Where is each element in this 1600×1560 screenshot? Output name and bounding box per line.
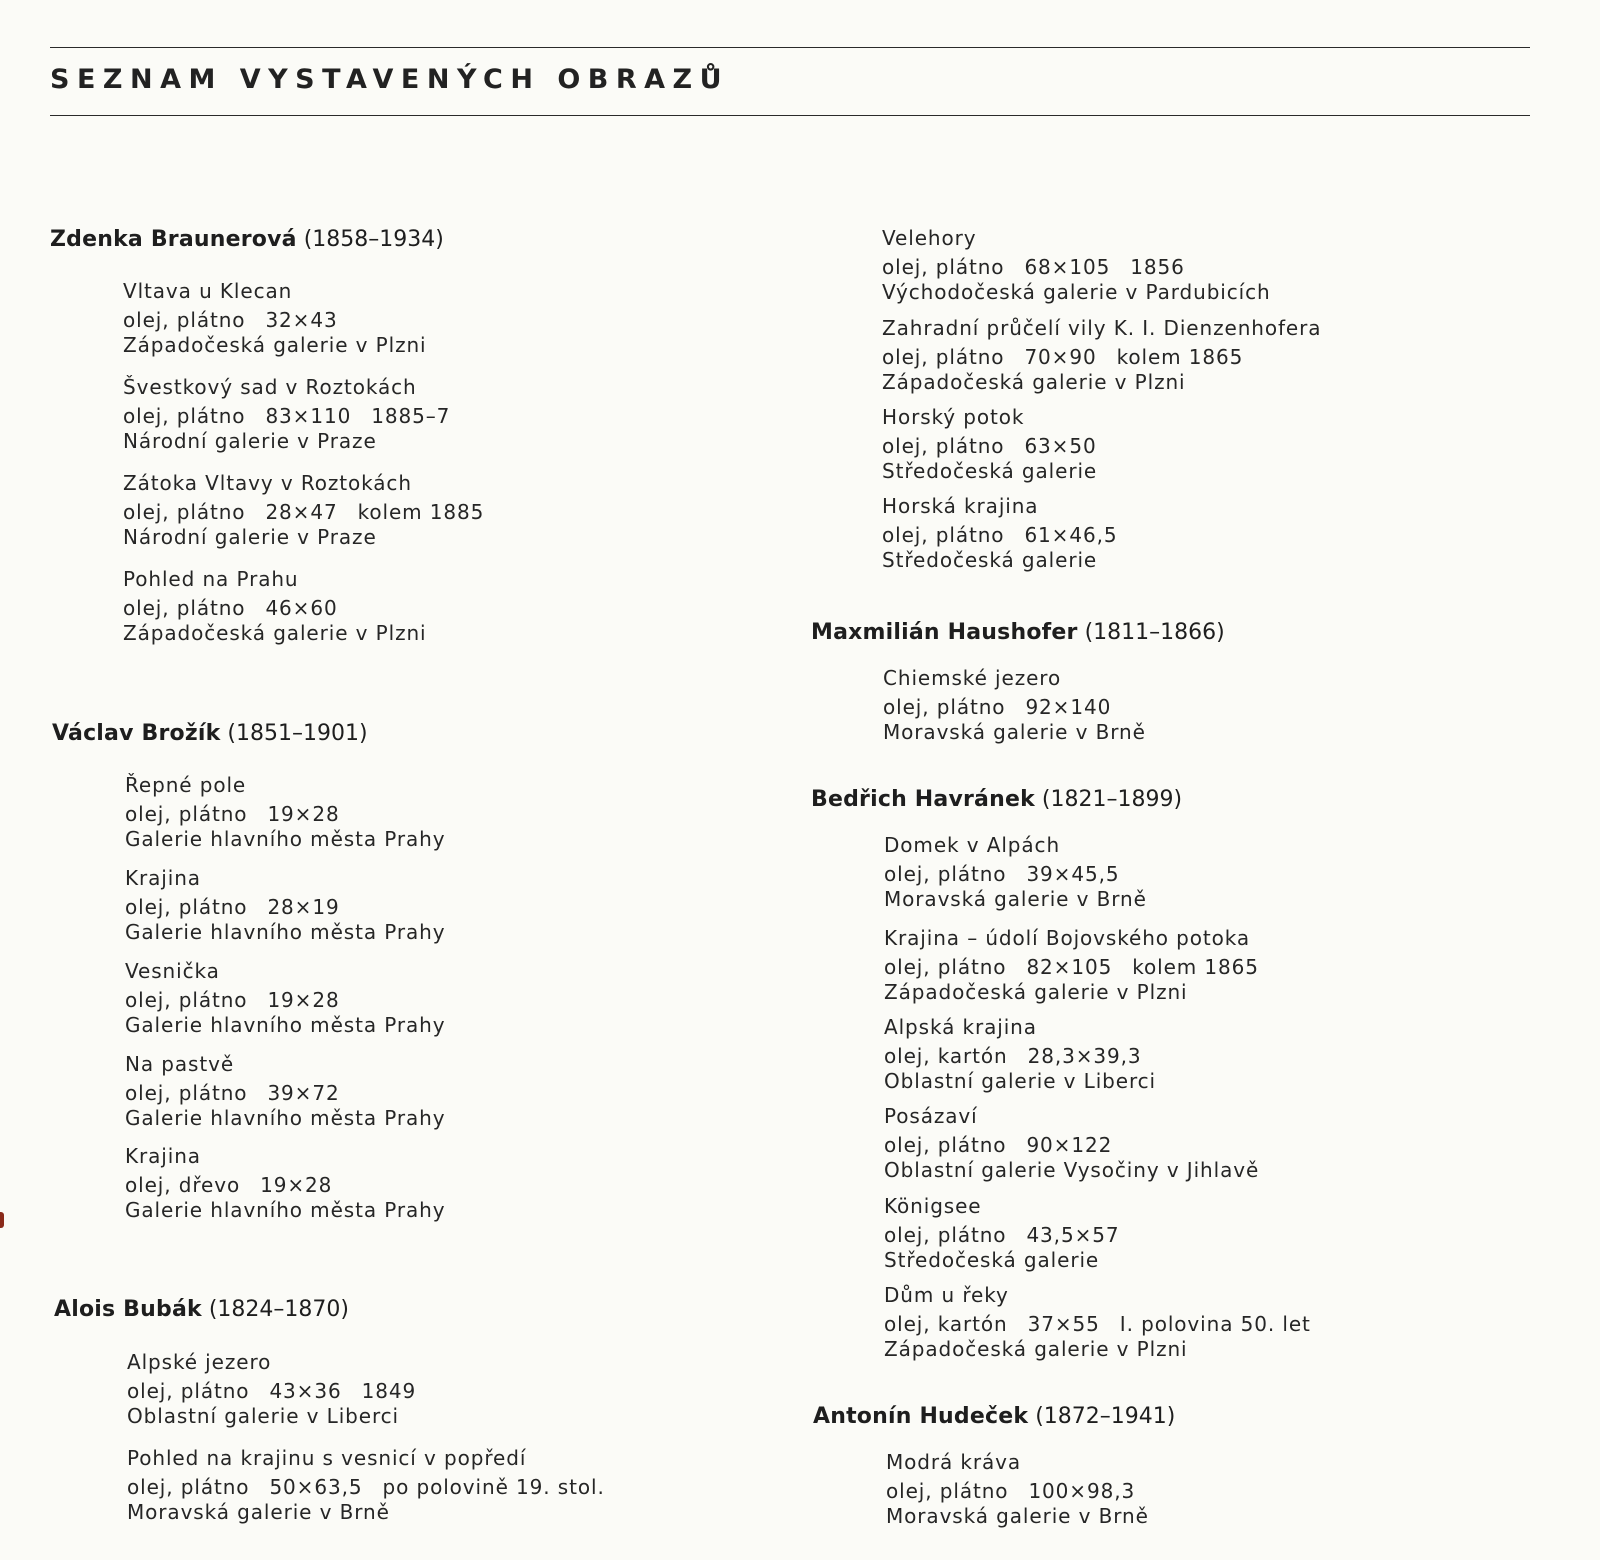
artwork-date: kolem 1865	[1116, 345, 1244, 369]
artwork-entry	[125, 1144, 445, 1223]
artwork-title: Horský potok	[882, 405, 1025, 429]
artwork-spec	[882, 523, 1117, 548]
bottom-rule	[50, 115, 1530, 116]
artwork-spec	[125, 895, 445, 920]
artwork-size: 68×105	[1024, 255, 1111, 279]
artwork-collection: Moravská galerie v Brně	[886, 1504, 1149, 1528]
artwork-size: 43,5×57	[1026, 1223, 1120, 1247]
artwork-title: Vesnička	[125, 959, 220, 983]
artwork-title: Krajina – údolí Bojovského potoka	[884, 926, 1251, 950]
artwork-title: Alpská krajina	[884, 1015, 1037, 1039]
artwork-entry	[884, 1194, 1119, 1273]
artwork-entry	[123, 375, 450, 454]
artwork-medium: olej, plátno	[125, 988, 248, 1012]
artwork-collection: Galerie hlavního města Prahy	[125, 827, 446, 851]
artwork-entry	[123, 471, 484, 550]
artwork-medium: olej, dřevo	[125, 1173, 241, 1197]
artwork-spec	[127, 1475, 605, 1500]
artwork-spec	[883, 695, 1146, 720]
artwork-collection: Západočeská galerie v Plzni	[123, 333, 427, 357]
artwork-entry	[884, 1104, 1259, 1183]
artwork-title: Velehory	[882, 226, 977, 250]
artwork-collection: Západočeská galerie v Plzni	[884, 980, 1188, 1004]
artwork-spec	[884, 1223, 1119, 1248]
artwork-collection: Středočeská galerie	[884, 1248, 1100, 1272]
artwork-size: 82×105	[1026, 955, 1113, 979]
artwork-title: Vltava u Klecan	[123, 279, 293, 303]
artwork-spec	[882, 434, 1097, 459]
artwork-title: Königsee	[884, 1194, 982, 1218]
artwork-title: Krajina	[125, 1144, 201, 1168]
artwork-entry	[884, 833, 1147, 912]
artwork-collection: Galerie hlavního města Prahy	[125, 1013, 446, 1037]
artwork-size: 83×110	[265, 404, 352, 428]
artwork-collection: Západočeská galerie v Plzni	[882, 370, 1186, 394]
artwork-spec	[884, 862, 1147, 887]
artist-heading	[813, 1404, 1175, 1430]
artwork-title: Posázaví	[884, 1104, 978, 1128]
artwork-medium: olej, plátno	[127, 1379, 250, 1403]
artist-name: Bedřich Havránek	[811, 787, 1035, 812]
artwork-medium: olej, plátno	[125, 895, 248, 919]
artwork-medium: olej, plátno	[882, 345, 1005, 369]
artwork-medium: olej, plátno	[127, 1475, 250, 1499]
artwork-medium: olej, plátno	[883, 695, 1006, 719]
artwork-size: 32×43	[265, 308, 338, 332]
artwork-entry	[882, 226, 1271, 305]
artwork-collection: Národní galerie v Praze	[123, 429, 377, 453]
artwork-medium: olej, plátno	[123, 308, 246, 332]
artwork-collection: Středočeská galerie	[882, 548, 1098, 572]
artist-dates: (1872–1941)	[1035, 1404, 1176, 1429]
artwork-entry	[882, 316, 1321, 395]
artist-name: Alois Bubák	[54, 1297, 202, 1322]
artwork-size: 63×50	[1024, 434, 1097, 458]
artist-heading	[811, 620, 1225, 646]
artwork-collection: Moravská galerie v Brně	[127, 1500, 390, 1524]
artwork-medium: olej, plátno	[125, 1081, 248, 1105]
artwork-date: 1885–7	[371, 404, 451, 428]
artwork-medium: olej, plátno	[884, 862, 1007, 886]
artwork-title: Horská krajina	[882, 494, 1039, 518]
artwork-title: Modrá kráva	[886, 1450, 1022, 1474]
artwork-size: 50×63,5	[269, 1475, 363, 1499]
artist-dates: (1824–1870)	[208, 1297, 349, 1322]
artwork-size: 39×72	[267, 1081, 340, 1105]
artwork-entry	[125, 959, 445, 1038]
artwork-size: 92×140	[1025, 695, 1112, 719]
artwork-medium: olej, plátno	[884, 1223, 1007, 1247]
artwork-spec	[125, 1081, 445, 1106]
artwork-collection: Galerie hlavního města Prahy	[125, 1106, 446, 1130]
artwork-title: Řepné pole	[125, 773, 247, 797]
artwork-title: Švestkový sad v Roztokách	[123, 375, 417, 399]
artwork-collection: Středočeská galerie	[882, 459, 1098, 483]
artist-heading	[50, 227, 444, 253]
artwork-collection: Moravská galerie v Brně	[884, 887, 1147, 911]
artwork-spec	[123, 404, 450, 429]
artwork-entry	[127, 1446, 605, 1525]
artwork-medium: olej, plátno	[123, 500, 246, 524]
artwork-entry	[884, 1015, 1156, 1094]
artwork-spec	[884, 955, 1259, 980]
artist-heading	[54, 1297, 349, 1323]
artwork-collection: Galerie hlavního města Prahy	[125, 920, 446, 944]
artwork-title: Chiemské jezero	[883, 666, 1062, 690]
page-title: SEZNAM VYSTAVENÝCH OBRAZŮ	[50, 64, 730, 95]
artwork-date: po polovině 19. stol.	[382, 1475, 605, 1499]
artwork-spec	[123, 596, 427, 621]
artwork-medium: olej, plátno	[884, 1133, 1007, 1157]
artist-heading	[811, 787, 1182, 813]
artwork-size: 28×19	[267, 895, 340, 919]
artwork-spec	[125, 988, 445, 1013]
artwork-medium: olej, plátno	[882, 434, 1005, 458]
artwork-size: 19×28	[267, 988, 340, 1012]
artwork-medium: olej, plátno	[123, 596, 246, 620]
artwork-entry	[882, 405, 1097, 484]
artwork-spec	[884, 1044, 1156, 1069]
artwork-size: 43×36	[269, 1379, 342, 1403]
artist-dates: (1858–1934)	[303, 227, 444, 252]
artwork-size: 19×28	[267, 802, 340, 826]
artwork-size: 100×98,3	[1028, 1479, 1136, 1503]
artwork-title: Zátoka Vltavy v Roztokách	[123, 471, 412, 495]
artwork-collection: Oblastní galerie Vysočiny v Jihlavě	[884, 1158, 1260, 1182]
artwork-collection: Galerie hlavního města Prahy	[125, 1198, 446, 1222]
artwork-spec	[882, 255, 1271, 280]
artwork-date: 1849	[361, 1379, 417, 1403]
artwork-entry	[884, 1283, 1311, 1362]
artwork-collection: Západočeská galerie v Plzni	[884, 1337, 1188, 1361]
artwork-collection: Moravská galerie v Brně	[883, 720, 1146, 744]
artwork-size: 19×28	[260, 1173, 333, 1197]
artist-name: Václav Brožík	[52, 721, 221, 746]
artist-dates: (1821–1899)	[1041, 787, 1183, 812]
artwork-size: 90×122	[1026, 1133, 1113, 1157]
artwork-collection: Západočeská galerie v Plzni	[123, 621, 427, 645]
artwork-entry	[882, 494, 1117, 573]
artwork-entry	[883, 666, 1146, 745]
top-rule	[50, 47, 1530, 48]
artwork-medium: olej, plátno	[882, 255, 1005, 279]
artwork-medium: olej, plátno	[884, 955, 1007, 979]
artwork-entry	[123, 279, 427, 358]
artwork-title: Zahradní průčelí vily K. I. Dienzenhofera	[882, 316, 1322, 340]
artwork-entry	[125, 773, 445, 852]
artist-name: Maxmilián Haushofer	[811, 620, 1078, 645]
artwork-spec	[123, 500, 484, 525]
artwork-spec	[125, 802, 445, 827]
artwork-title: Alpské jezero	[127, 1350, 272, 1374]
artwork-title: Krajina	[125, 866, 201, 890]
artwork-medium: olej, plátno	[123, 404, 246, 428]
artwork-size: 37×55	[1027, 1312, 1100, 1336]
artwork-medium: olej, plátno	[886, 1479, 1009, 1503]
artwork-medium: olej, kartón	[884, 1312, 1008, 1336]
artwork-title: Domek v Alpách	[884, 833, 1061, 857]
artwork-date: 1856	[1130, 255, 1185, 279]
artist-name: Antonín Hudeček	[813, 1404, 1029, 1429]
artwork-spec	[123, 308, 427, 333]
artwork-spec	[884, 1133, 1259, 1158]
artist-dates: (1811–1866)	[1084, 620, 1225, 645]
artwork-spec	[127, 1379, 416, 1404]
artwork-entry	[125, 1052, 445, 1131]
artwork-size: 46×60	[265, 596, 338, 620]
artwork-date: kolem 1865	[1132, 955, 1259, 979]
artwork-spec	[882, 345, 1321, 370]
artwork-size: 61×46,5	[1024, 523, 1118, 547]
artwork-entry	[884, 926, 1259, 1005]
artwork-collection: Národní galerie v Praze	[123, 525, 377, 549]
artwork-collection: Oblastní galerie v Liberci	[127, 1404, 399, 1428]
artwork-medium: olej, kartón	[884, 1044, 1008, 1068]
artwork-size: 28×47	[265, 500, 338, 524]
artwork-medium: olej, plátno	[125, 802, 248, 826]
artwork-entry	[127, 1350, 416, 1429]
artwork-title: Pohled na Prahu	[123, 567, 299, 591]
artwork-entry	[125, 866, 445, 945]
artist-dates: (1851–1901)	[227, 721, 368, 746]
artwork-size: 39×45,5	[1026, 862, 1120, 886]
page-edge-mark	[0, 1212, 4, 1228]
artist-heading	[52, 721, 368, 747]
artwork-date: kolem 1885	[357, 500, 485, 524]
artwork-title: Dům u řeky	[884, 1283, 1009, 1307]
artwork-size: 70×90	[1024, 345, 1097, 369]
artwork-entry	[886, 1450, 1149, 1529]
artwork-spec	[125, 1173, 445, 1198]
artwork-size: 28,3×39,3	[1027, 1044, 1142, 1068]
artwork-spec	[886, 1479, 1149, 1504]
artist-name: Zdenka Braunerová	[50, 227, 297, 252]
artwork-collection: Oblastní galerie v Liberci	[884, 1069, 1156, 1093]
artwork-date: I. polovina 50. let	[1119, 1312, 1311, 1336]
artwork-spec	[884, 1312, 1311, 1337]
artwork-medium: olej, plátno	[882, 523, 1005, 547]
artwork-title: Na pastvě	[125, 1052, 235, 1076]
artwork-title: Pohled na krajinu s vesnicí v popředí	[127, 1446, 527, 1470]
artwork-entry	[123, 567, 427, 646]
artwork-collection: Východočeská galerie v Pardubicích	[882, 280, 1271, 304]
